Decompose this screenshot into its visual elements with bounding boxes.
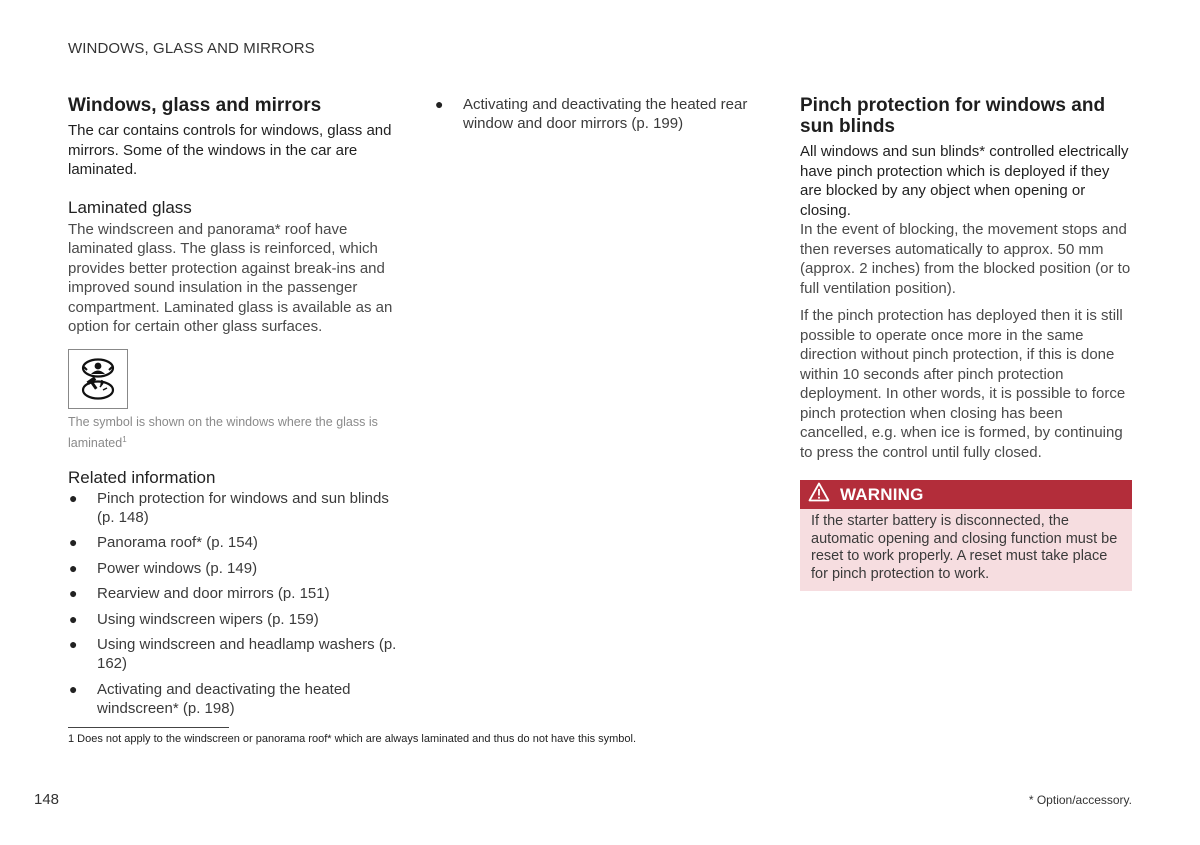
- laminated-glass-symbol-icon: [68, 349, 128, 409]
- bullet-icon: ●: [69, 610, 78, 627]
- footnote-marker: 1: [122, 434, 127, 444]
- laminated-glass-text: The windscreen and panorama* roof have laminated glass. The glass is reinforced, which provides better protection against break-ins and improved sound insulation in the passenger compartment. Laminated glass is available as an option for certain other glass surfaces.: [68, 220, 393, 335]
- warning-header: [800, 480, 1132, 509]
- bullet-icon: ●: [69, 680, 78, 697]
- related-link[interactable]: Power windows (p. 149): [97, 559, 258, 577]
- pinch-protection-title: Pinch protection for windows and sun blinds: [800, 95, 1106, 137]
- footnote-divider: [68, 727, 229, 728]
- laminated-glass-heading: Laminated glass: [68, 197, 192, 217]
- footnote: 1 Does not apply to the windscreen or panorama roof* which are always laminated and thus do not have this symbol.: [68, 733, 637, 745]
- symbol-caption-text: The symbol is shown on the windows where the glass is laminated: [68, 414, 378, 450]
- related-link[interactable]: Rearview and door mirrors (p. 151): [97, 585, 330, 603]
- page-number: 148: [34, 791, 60, 808]
- bullet-icon: ●: [69, 534, 78, 551]
- related-link[interactable]: Activating and deactivating the heated windscreen* (p. 198): [97, 680, 351, 717]
- warning-box: [800, 480, 1132, 591]
- symbol-caption: [68, 413, 403, 452]
- warning-text: If the starter battery is disconnected, the automatic opening and closing function must be reset to work properly. A reset must take place for pinch protection to work.: [800, 509, 1132, 591]
- list-item[interactable]: [68, 559, 403, 578]
- column-middle: [434, 95, 759, 140]
- related-link[interactable]: Pinch protection for windows and sun blinds (p. 148): [97, 489, 389, 526]
- related-list: [68, 489, 403, 718]
- list-item[interactable]: [68, 584, 403, 603]
- list-item[interactable]: [434, 95, 759, 133]
- intro-paragraph: The car contains controls for windows, glass and mirrors. Some of the windows in the car are laminated.: [68, 122, 392, 178]
- column-left: [68, 95, 403, 724]
- pinch-paragraph-2: In the event of blocking, the movement stops and then reverses automatically to approx. 50 mm (approx. 2 inches) from the blocked position (or to full ventilation position).: [800, 221, 1131, 297]
- list-item[interactable]: [68, 635, 403, 673]
- page-title: Windows, glass and mirrors: [68, 95, 322, 116]
- bullet-icon: ●: [435, 96, 444, 112]
- related-link[interactable]: Activating and deactivating the heated rear window and door mirrors (p. 199): [463, 96, 748, 132]
- list-item[interactable]: [68, 680, 403, 718]
- related-link[interactable]: Using windscreen and headlamp washers (p. 162): [97, 636, 397, 673]
- section-header: WINDOWS, GLASS AND MIRRORS: [68, 40, 315, 57]
- list-item[interactable]: [68, 610, 403, 629]
- related-list-continued: [434, 95, 759, 133]
- related-information-heading: Related information: [68, 467, 216, 487]
- bullet-icon: ●: [69, 489, 78, 506]
- bullet-icon: ●: [69, 559, 78, 576]
- warning-triangle-icon: [808, 482, 830, 507]
- bullet-icon: ●: [69, 585, 78, 602]
- list-item[interactable]: [68, 533, 403, 552]
- bullet-icon: ●: [69, 636, 78, 653]
- related-link[interactable]: Panorama roof* (p. 154): [97, 534, 258, 552]
- column-right: [800, 95, 1132, 591]
- option-accessory-note: * Option/accessory.: [1028, 793, 1132, 807]
- related-link[interactable]: Using windscreen wipers (p. 159): [97, 610, 319, 628]
- warning-title: WARNING: [840, 484, 924, 504]
- pinch-paragraph-3: If the pinch protection has deployed then it is still possible to operate once more in the same direction without pinch protection, if this is done within 10 seconds after pinch protection deployment. In other words, it is possible to force pinch protection when closing has been cancelled, e.g. when ice is formed, by continuing to press the control until fully closed.: [800, 307, 1126, 461]
- pinch-paragraph-1: All windows and sun blinds* controlled electrically have pinch protection which is deployed if they are blocked by any object when opening or closing.: [800, 143, 1129, 219]
- list-item[interactable]: [68, 489, 403, 527]
